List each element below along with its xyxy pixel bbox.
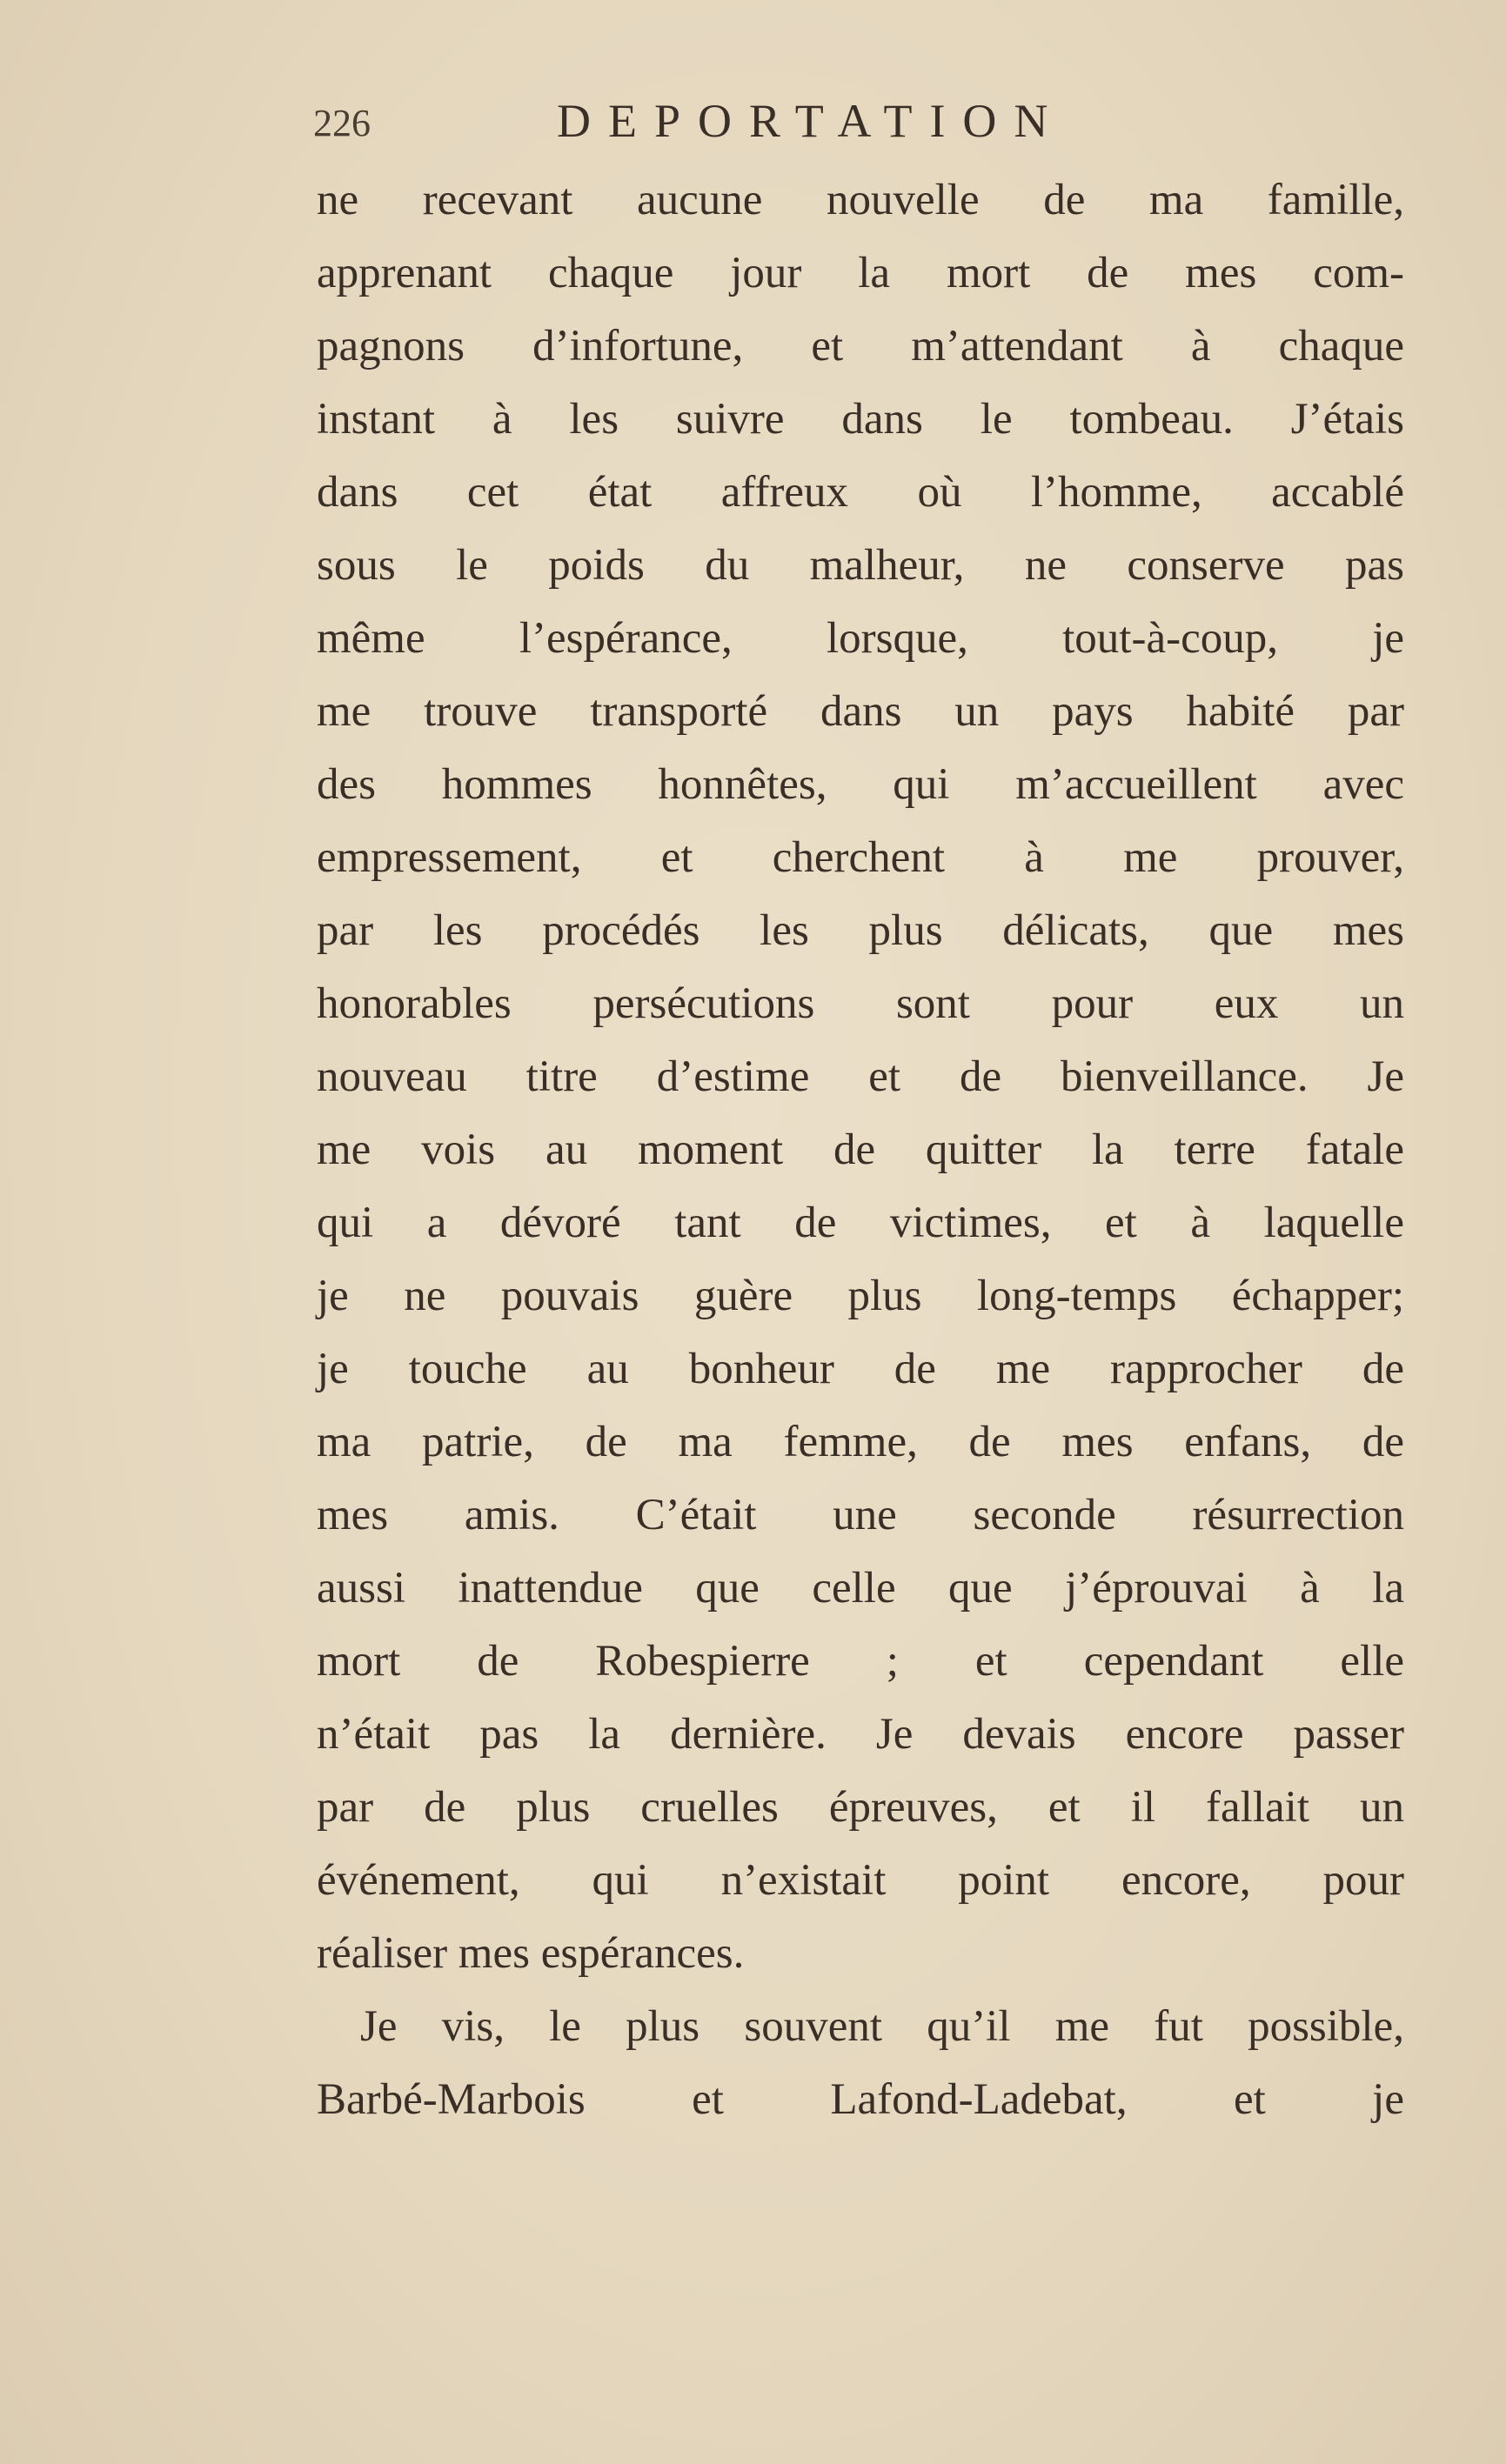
text-line: n’était pas la dernière. Je devais encore passer bbox=[317, 1710, 1404, 1759]
text-line: qui a dévoré tant de victimes, et à laquelle bbox=[317, 1199, 1404, 1247]
text-line: pagnons d’infortune, et m’attendant à chaque bbox=[317, 322, 1404, 371]
text-line: dans cet état affreux où l’homme, accablé bbox=[317, 468, 1404, 517]
text-line: par de plus cruelles épreuves, et il fallait un bbox=[317, 1783, 1404, 1832]
text-line: me vois au moment de quitter la terre fatale bbox=[317, 1125, 1404, 1174]
paragraph-end-line: réaliser mes espérances. bbox=[317, 1929, 745, 1978]
running-title: DEPORTATION bbox=[557, 95, 1066, 147]
text-line: Barbé-Marbois et Lafond-Ladebat, et je bbox=[317, 2075, 1404, 2124]
text-line: des hommes honnêtes, qui m’accueillent avec bbox=[317, 760, 1404, 809]
text-line: ne recevant aucune nouvelle de ma famille, bbox=[317, 176, 1404, 224]
page-number: 226 bbox=[313, 102, 371, 144]
text-line: aussi inattendue que celle que j’éprouvai à la bbox=[317, 1564, 1404, 1613]
text-line: je touche au bonheur de me rapprocher de bbox=[317, 1345, 1404, 1393]
text-line: sous le poids du malheur, ne conserve pas bbox=[317, 541, 1404, 590]
text-line: nouveau titre d’estime et de bienveillance. Je bbox=[317, 1052, 1404, 1101]
text-line: mes amis. C’était une seconde résurrection bbox=[317, 1491, 1404, 1539]
text-line: me trouve transporté dans un pays habité par bbox=[317, 687, 1404, 736]
text-line: mort de Robespierre ; et cependant elle bbox=[317, 1637, 1404, 1686]
text-line: honorables persécutions sont pour eux un bbox=[317, 979, 1404, 1028]
text-line: événement, qui n’existait point encore, pour bbox=[317, 1856, 1404, 1905]
text-line: même l’espérance, lorsque, tout-à-coup, je bbox=[317, 614, 1404, 663]
text-line: empressement, et cherchent à me prouver, bbox=[317, 833, 1404, 882]
paragraph-start-line: Je vis, le plus souvent qu’il me fut possible, bbox=[360, 2002, 1404, 2051]
text-line: je ne pouvais guère plus long-temps échapper; bbox=[317, 1272, 1404, 1320]
body-text bbox=[317, 164, 1404, 2136]
text-line: instant à les suivre dans le tombeau. J’étais bbox=[317, 395, 1404, 444]
running-head bbox=[313, 94, 1409, 155]
text-line: par les procédés les plus délicats, que mes bbox=[317, 906, 1404, 955]
text-line: apprenant chaque jour la mort de mes com- bbox=[317, 249, 1404, 297]
text-line: ma patrie, de ma femme, de mes enfans, de bbox=[317, 1418, 1404, 1466]
